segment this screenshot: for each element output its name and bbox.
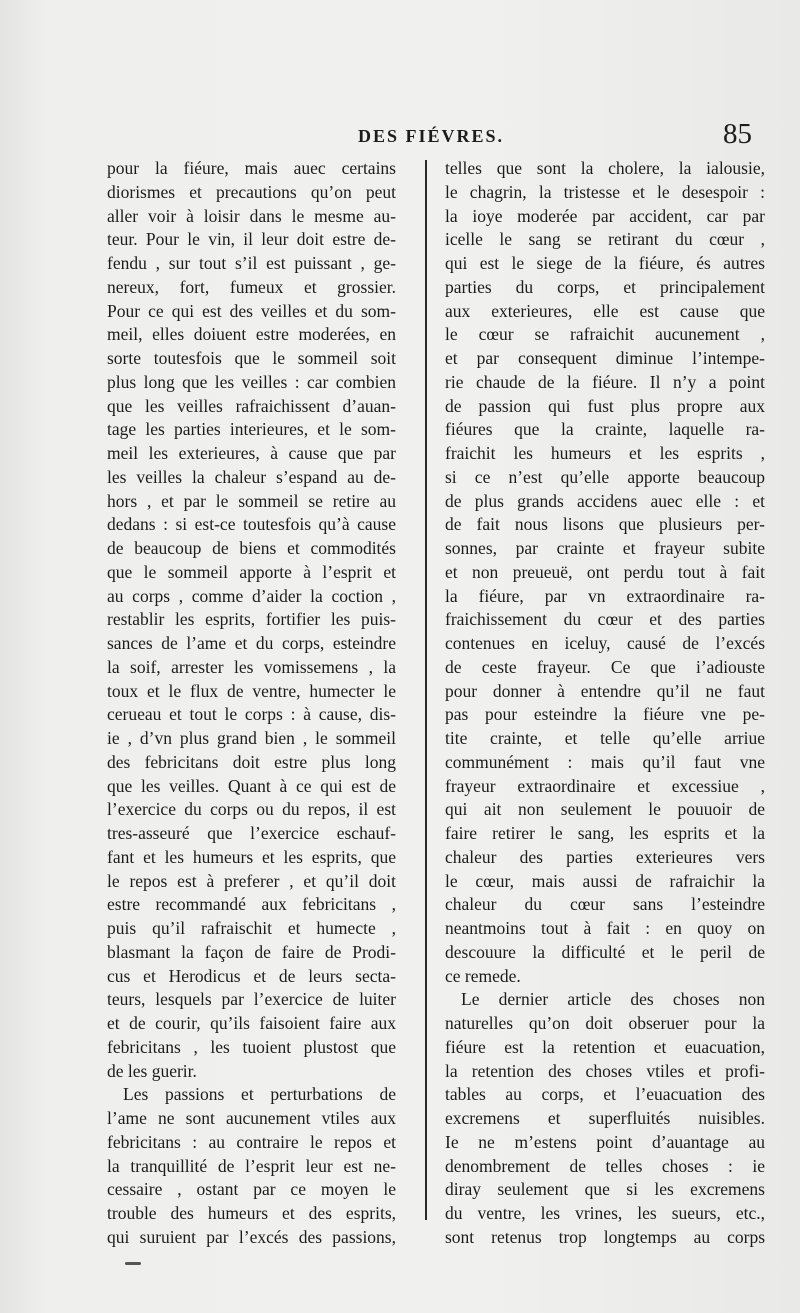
text-line: plus long que les veilles : car combien [107,371,396,392]
text-line: excremens et superfluités nuisibles. [445,1108,765,1128]
text-line: sont retenus trop longtemps au corps [445,1226,765,1247]
text-line: tage les parties interieures, et le som- [107,419,396,440]
text-line: meil les exterieures, à cause que par [107,443,396,463]
text-line: diorismes et precautions qu’on peut [107,181,396,202]
text-line: chaleur des parties exterieures vers [445,846,765,867]
text-line: ie , d’vn plus grand bien , le sommeil [107,728,396,748]
text-line: sances de l’ame et du corps, esteindre [107,633,396,653]
text-line: teurs, lesquels par l’exercice de luiter [107,989,396,1010]
text-line: de beaucoup de biens et commodités [107,538,396,558]
text-line: Ie ne m’estens point d’auantage au [445,1131,765,1152]
text-line: aller voir à loisir dans le mesme au- [107,205,396,226]
running-title: DES FIÉVRES. [358,126,505,146]
text-line: et par consequent diminue l’intempe- [445,348,765,368]
text-line: que les veilles rafraichissent d’auan- [107,395,396,416]
text-line: de les guerir. [107,1060,197,1081]
text-line: le cœur, mais aussi de rafraichir la [445,870,765,891]
text-line: fendu , sur tout s’il est puissant , ge- [107,253,396,273]
text-line: chaleur du cœur sans l’esteindre [445,894,765,915]
text-line: descouure la difficulté et le peril de [445,941,765,962]
text-line: neantmoins tout à fait : en quoy on [445,918,765,938]
text-line: estre recommandé aux febricitans , [107,894,396,915]
text-line: febricitans , les tuoient plustost que [107,1036,396,1057]
text-line: diray seulement que si les excremens [445,1179,765,1200]
text-line: restablir les esprits, fortifier les puis- [107,609,396,630]
text-line: trouble des humeurs et des esprits, [107,1203,396,1223]
text-line: contenues en iceluy, causé de l’excés [445,633,765,653]
text-line: naturelles qu’on doit obseruer pour la [445,1013,765,1033]
text-line: de plus grands accidens auec elle : et [445,490,765,511]
text-line: cerueau et tout le corps : à cause, dis- [107,704,396,725]
text-line: du ventre, les vrines, les sueurs, etc., [445,1203,765,1223]
text-line: fant et les humeurs et les esprits, que [107,846,396,867]
text-line: icelle le sang se retirant du cœur , [445,229,765,250]
text-line: Le dernier article des choses non [461,989,765,1010]
column-divider [425,160,427,1220]
text-line: si ce n’est qu’elle apporte beaucoup [445,466,765,487]
text-line: denombrement de telles choses : ie [445,1155,765,1176]
text-line: rie chaude de la fiéure. Il n’y a point [445,371,765,392]
page-number: 85 [723,118,752,150]
text-line: la fiéure, par vn extraordinaire ra- [445,585,765,606]
right-text-column [445,157,765,1250]
text-line: qui suruient par l’excés des passions, [107,1226,396,1247]
text-line: qui est le siege de la fiéure, és autres [445,253,765,273]
text-line: Pour ce qui est des veilles et du som- [107,300,396,321]
text-line: que les veilles. Quant à ce qui est de [107,775,396,796]
text-line: tite crainte, et telle qu’elle arriue [445,728,765,748]
text-line: des febricitans doit estre plus long [107,751,396,772]
left-text-column [107,157,396,1250]
text-line: parties du corps, et principalement [445,276,765,297]
text-line: tables au corps, et l’euacuation des [445,1084,765,1105]
text-line: sonnes, par crainte et frayeur subite [445,538,765,558]
text-line: qui ait non seulement le pouuoir de [445,799,765,820]
text-line: meil, elles doiuent estre moderées, en [107,324,396,345]
text-line: le repos est à preferer , et qu’il doit [107,870,396,891]
text-line: ce remede. [445,965,521,986]
text-line: et de courir, qu’ils faisoient faire aux [107,1013,396,1033]
text-line: faire retirer le sang, les esprits et la [445,823,765,843]
text-line: de passion qui fust plus propre aux [445,395,765,416]
text-line: et non preueuë, ont perdu tout à fait [445,561,765,582]
text-line: communément : mais qu’il faut vne [445,751,765,772]
text-line: telles que sont la cholere, la ialousie, [445,158,765,178]
text-line: aux exterieures, elle est cause que [445,300,765,321]
text-line: les veilles la chaleur s’espand au de- [107,466,396,487]
text-line: cessaire , ostant par ce moyen le [107,1179,396,1200]
text-line: cus et Herodicus et de leurs secta- [107,965,396,986]
text-line: teur. Pour le vin, il leur doit estre de- [107,229,396,250]
text-line: tres-asseuré que l’exercice eschauf- [107,823,396,843]
text-line: le chagrin, la tristesse et le desespoir : [445,181,765,202]
text-line: que le sommeil apporte à l’esprit et [107,561,396,582]
text-line: au corps , comme d’aider la coction , [107,585,396,606]
text-line: de ceste frayeur. Ce que i’adiouste [445,656,765,677]
text-line: l’exercice du corps ou du repos, il est [107,799,396,820]
page-header [100,118,760,154]
text-line: frayeur extraordinaire et excessiue , [445,775,765,796]
text-line: de fait nous lisons que plusieurs per- [445,514,765,535]
text-line: hors , et par le sommeil se retire au [107,490,396,511]
text-line: sorte toutesfois que le sommeil soit [107,348,396,368]
text-line: pour la fiéure, mais auec certains [107,158,396,178]
text-line: febricitans : au contraire le repos et [107,1131,396,1152]
text-line: fraichit les humeurs et les esprits , [445,443,765,463]
text-line: pas pour esteindre la fiéure vne pe- [445,704,765,725]
text-line: le cœur se rafraichit aucunement , [445,324,765,345]
text-line: la ioye moderée par accident, car par [445,205,765,226]
text-line: la soif, arrester les vomissemens , la [107,656,396,677]
text-line: Les passions et perturbations de [123,1084,396,1105]
text-line: la retention des choses vtiles et profi- [445,1060,765,1081]
text-line: nereux, fort, fumeux et grossier. [107,276,396,297]
text-line: la tranquillité de l’esprit leur est ne- [107,1155,396,1176]
text-line: pour donner à entendre qu’il ne faut [445,680,765,701]
text-line: l’ame ne sont aucunement vtiles aux [107,1108,396,1128]
printer-mark [125,1262,141,1265]
text-line: puis qu’il rafraischit et humecte , [107,918,396,938]
text-line: toux et le flux de ventre, humecter le [107,680,396,701]
text-line: fiéure est la retention et euacuation, [445,1036,765,1057]
text-line: dedans : si est-ce toutesfois qu’à cause [107,514,396,535]
text-line: blasmant la façon de faire de Prodi- [107,941,396,962]
text-line: fiéures que la crainte, laquelle ra- [445,419,765,440]
text-line: fraichissement du cœur et des parties [445,609,765,630]
